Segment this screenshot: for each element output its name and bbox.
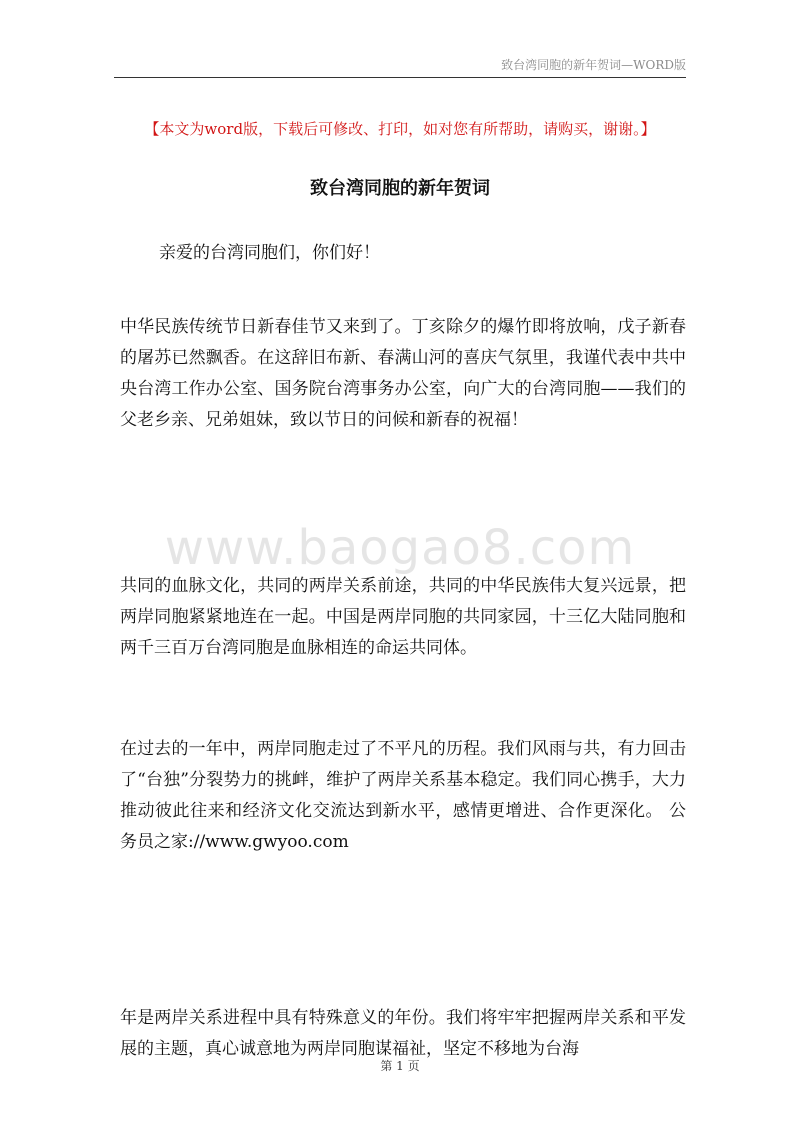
header-divider <box>114 77 686 78</box>
page-number: 第 1 页 <box>380 1059 420 1073</box>
running-header: 致台湾同胞的新年贺词—WORD版 <box>501 58 686 72</box>
paragraph-2: 共同的血脉文化，共同的两岸关系前途，共同的中华民族伟大复兴远景，把两岸同胞紧紧地连在一起。中国是两岸同胞的共同家园，十三亿大陆同胞和两千三百万台湾同胞是血脉相连的命运共同体。 <box>120 576 686 658</box>
paragraph-1: 中华民族传统节日新春佳节又来到了。丁亥除夕的爆竹即将放响，戊子新春的屠苏已然飘香。在这辞旧布新、春满山河的喜庆气氛里，我谨代表中共中央台湾工作办公室、国务院台湾事务办公室，向广大的台湾同胞——我们的父老乡亲、兄弟姐妹，致以节日的问候和新春的祝福！ <box>120 317 686 430</box>
watermark: www.baogao8.com <box>164 520 636 576</box>
page-title: 致台湾同胞的新年贺词 <box>310 178 490 199</box>
paragraph-4: 年是两岸关系进程中具有特殊意义的年份。我们将牢牢把握两岸关系和平发展的主题，真心诚意地为两岸同胞谋福祉，坚定不移地为台海 <box>120 1008 686 1059</box>
paragraph-3: 在过去的一年中，两岸同胞走过了不平凡的历程。我们风雨与共，有力回击了“台独”分裂势力的挑衅，维护了两岸关系基本稳定。我们同心携手，大力推动彼此往来和经济文化交流达到新水平，感情更增进、合作更深化。 公务员之家://www.gwyoo.com <box>120 739 686 852</box>
greeting-line: 亲爱的台湾同胞们，你们好！ <box>159 243 380 263</box>
download-notice: 【本文为word版，下载后可修改、打印，如对您有所帮助，请购买，谢谢。】 <box>144 120 656 138</box>
